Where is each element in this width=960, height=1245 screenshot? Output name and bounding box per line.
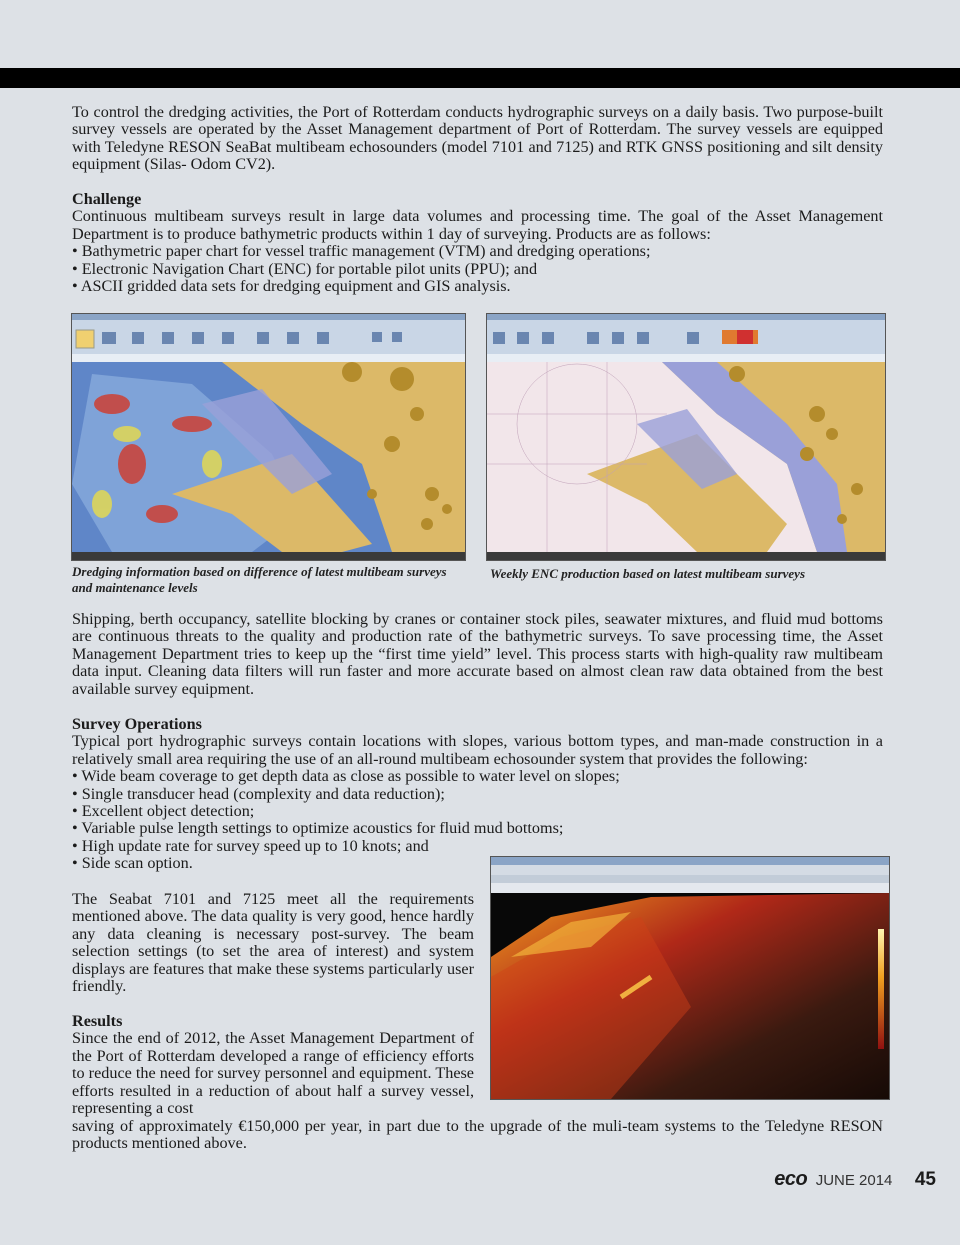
shipping-text: Shipping, berth occupancy, satellite blocking by cranes or container stock piles, seawater mixtures, and fluid mud bottoms are continuous threats to the quality and production rate of the bathymetric surveys. To save processing time, the Asset Management Department tries to keep up the “first time yield” level. This process starts with high-quality raw multibeam data input. Cleaning data filters will run faster and more accurate based on almost clean raw data obtained from the best available survey equipment. <box>72 610 883 698</box>
issue-date: JUNE 2014 <box>815 1172 893 1189</box>
dredging-screenshot <box>71 313 466 561</box>
survey-bullet: • High update rate for survey speed up to 10 knots; and <box>72 836 429 855</box>
results-section <box>72 1013 474 1117</box>
results-heading: Results <box>72 1012 123 1030</box>
survey-text: Typical port hydrographic surveys contain locations with slopes, various bottom types, and man-made construction in a relatively small area requiring the use of an all-round multibeam echosounder system that provides the following: <box>72 732 883 768</box>
figure-caption-right: Weekly ENC production based on latest multibeam surveys <box>490 566 806 581</box>
challenge-bullet: • ASCII gridded data sets for dredging equipment and GIS analysis. <box>72 277 511 296</box>
header-bar <box>0 68 960 88</box>
intro-paragraph <box>72 104 883 174</box>
challenge-heading: Challenge <box>72 190 142 208</box>
figure-caption-left: Dredging information based on difference of latest multibeam surveys and maintenance levels <box>72 564 447 595</box>
survey-bullet: • Variable pulse length settings to optimize acoustics for fluid mud bottoms; <box>72 819 564 838</box>
enc-screenshot <box>486 313 886 561</box>
seabat-paragraph <box>72 891 474 995</box>
results-text: Since the end of 2012, the Asset Management Department of the Port of Rotterdam developed a range of efficiency efforts to reduce the need for survey personnel and equipment. These efforts resulted in a reduction of about half a survey vessel, representing a cost <box>72 1029 474 1118</box>
survey-bullet: • Side scan option. <box>72 854 193 873</box>
challenge-bullet: • Electronic Navigation Chart (ENC) for portable pilot units (PPU); and <box>72 259 538 278</box>
page-number: 45 <box>914 1169 936 1190</box>
pointcloud-screenshot <box>490 856 890 1100</box>
survey-heading: Survey Operations <box>72 715 202 733</box>
survey-bullet: • Wide beam coverage to get depth data as close as possible to water level on slopes; <box>72 767 620 786</box>
seabat-text: The Seabat 7101 and 7125 meet all the requirements mentioned above. The data quality is very good, hence hardly any data cleaning is necessary post-survey. The beam selection settings (to set the area of interest) and system displays are features that make these systems particularly user friendly. <box>72 890 474 996</box>
results-text-continued: saving of approximately €150,000 per year, in part due to the upgrade of the muli-team systems to the Teledyne RESON products mentioned above. <box>72 1117 883 1153</box>
shipping-paragraph <box>72 611 883 698</box>
page-footer <box>774 1168 936 1191</box>
results-continued <box>72 1118 883 1153</box>
challenge-text: Continuous multibeam surveys result in large data volumes and processing time. The goal of the Asset Management Department is to produce bathymetric products within 1 day of surveying. Products are as follows: <box>72 207 883 243</box>
magazine-logo: eco <box>774 1168 808 1190</box>
survey-section <box>72 716 883 873</box>
intro-text: To control the dredging activities, the Port of Rotterdam conducts hydrographic surveys on a daily basis. Two purpose-built survey vessels are operated by the Asset Management department of Port of Rotterdam. The survey vessels are equipped with Teledyne RESON SeaBat multibeam echosounders (model 7101 and 7125) and RTK GNSS positioning and silt density equipment (Silas- Odom CV2). <box>72 103 883 174</box>
challenge-bullet: • Bathymetric paper chart for vessel traffic management (VTM) and dredging operations; <box>72 242 651 261</box>
survey-bullet: • Single transducer head (complexity and data reduction); <box>72 784 445 803</box>
challenge-section <box>72 191 883 295</box>
survey-bullet: • Excellent object detection; <box>72 802 255 821</box>
